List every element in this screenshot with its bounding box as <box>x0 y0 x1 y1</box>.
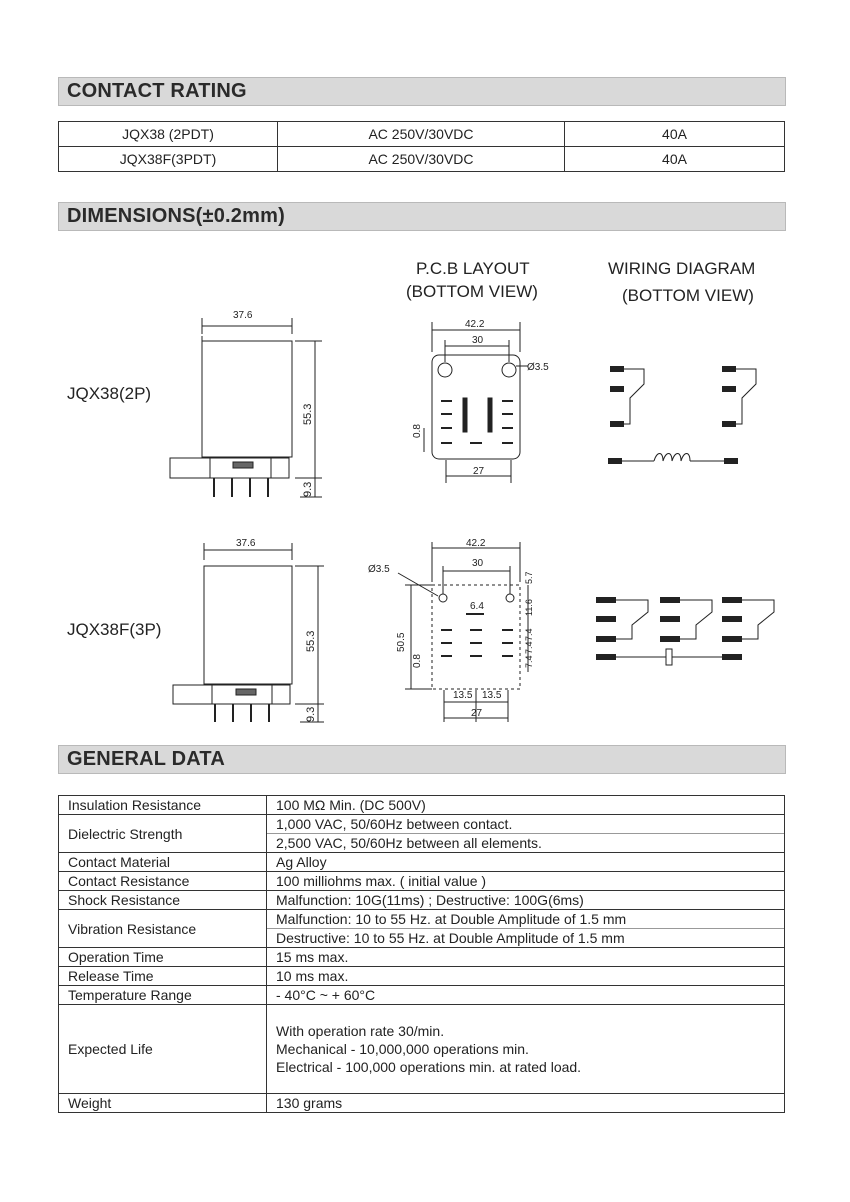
dim-pcb-width-2p: 42.2 <box>465 319 485 330</box>
row-label: Vibration Resistance <box>59 910 267 948</box>
dim-height-3p: 55.3 <box>305 630 317 652</box>
dim-pcb-7-4-b: 7.4 <box>524 641 534 654</box>
dim-pcb-50-5: 50.5 <box>396 632 407 652</box>
dim-pcb-width-3p: 42.2 <box>466 538 486 549</box>
dim-pcb-6-4: 6.4 <box>470 601 484 612</box>
current-cell: 40A <box>565 147 785 172</box>
row-label: Shock Resistance <box>59 891 267 910</box>
voltage-cell: AC 250V/30VDC <box>278 122 565 147</box>
row-label: Release Time <box>59 967 267 986</box>
row-value: 10 ms max. <box>267 967 785 986</box>
row-value: 100 milliohms max. ( initial value ) <box>267 872 785 891</box>
row-label: Dielectric Strength <box>59 815 267 853</box>
model-cell: JQX38F(3PDT) <box>59 147 278 172</box>
dim-pcb-13-5-left: 13.5 <box>453 690 473 701</box>
table-row <box>59 1005 785 1094</box>
wiring-bottom-view-heading: (BOTTOM VIEW) <box>622 286 754 305</box>
row-value: Destructive: 10 to 55 Hz. at Double Amplitude of 1.5 mm <box>276 930 625 946</box>
row-label: Operation Time <box>59 948 267 967</box>
row-value: 1,000 VAC, 50/60Hz between contact. <box>267 815 784 834</box>
row-label: Insulation Resistance <box>59 796 267 815</box>
dim-pad-3p: 0.8 <box>412 654 423 668</box>
section-title: GENERAL DATA <box>67 748 225 770</box>
row-label: Contact Material <box>59 853 267 872</box>
relay-3p-drawing <box>173 543 324 722</box>
table-row <box>59 796 785 815</box>
dim-pcb-30-3p: 30 <box>472 558 484 569</box>
dim-pin-3p: 9.3 <box>305 706 317 722</box>
pcb-bottom-view-heading: (BOTTOM VIEW) <box>406 282 538 301</box>
dim-width-3p: 37.6 <box>236 538 256 549</box>
voltage-cell: AC 250V/30VDC <box>278 147 565 172</box>
general-data-header <box>58 745 786 774</box>
dim-pcb-27-2p: 27 <box>473 466 485 477</box>
table-row <box>59 872 785 891</box>
dim-pad-2p: 0.8 <box>412 424 423 438</box>
row-label: Temperature Range <box>59 986 267 1005</box>
row-value: 2,500 VAC, 50/60Hz between all elements. <box>276 835 542 851</box>
wiring-2p-diagram <box>608 366 756 464</box>
table-row <box>59 853 785 872</box>
general-data-table <box>58 795 785 1113</box>
table-row <box>59 815 785 853</box>
table-row <box>59 910 785 948</box>
pcb-layout-heading: P.C.B LAYOUT <box>416 259 530 278</box>
wiring-diagram-heading: WIRING DIAGRAM <box>608 259 756 278</box>
table-row <box>59 967 785 986</box>
section-title: CONTACT RATING <box>67 80 247 102</box>
table-row <box>59 891 785 910</box>
table-row <box>59 1094 785 1113</box>
model-3p-label: JQX38F(3P) <box>67 620 162 639</box>
dim-pcb-13-5-right: 13.5 <box>482 690 502 701</box>
row-label: Expected Life <box>59 1005 267 1094</box>
dim-hole-2p: Ø3.5 <box>527 362 549 373</box>
dim-pcb-30-2p: 30 <box>472 335 484 346</box>
dim-pcb-11-6: 11.6 <box>524 599 534 616</box>
dim-pcb-27-3p: 27 <box>471 708 483 719</box>
current-cell: 40A <box>565 122 785 147</box>
row-value: Malfunction: 10G(11ms) ; Destructive: 100G(6ms) <box>267 891 785 910</box>
row-value: With operation rate 30/min. <box>276 1023 445 1039</box>
row-value: Mechanical - 10,000,000 operations min. <box>276 1041 529 1057</box>
dim-pin-2p: 9.3 <box>302 481 314 497</box>
dim-pcb-7-4-c: 7.4 <box>524 655 534 668</box>
row-value: Ag Alloy <box>267 853 785 872</box>
dim-pcb-5-7: 5.7 <box>524 571 534 584</box>
relay-2p-drawing <box>170 318 322 497</box>
row-value: Electrical - 100,000 operations min. at rated load. <box>276 1059 582 1075</box>
wiring-3p-diagram <box>596 597 774 665</box>
model-cell: JQX38 (2PDT) <box>59 122 278 147</box>
row-value: Malfunction: 10 to 55 Hz. at Double Amplitude of 1.5 mm <box>267 910 784 929</box>
row-value: 130 grams <box>267 1094 785 1113</box>
model-2p-label: JQX38(2P) <box>67 384 152 403</box>
section-title: DIMENSIONS(±0.2mm) <box>67 205 285 227</box>
row-label: Contact Resistance <box>59 872 267 891</box>
dim-pcb-7-4-a: 7.4 <box>524 628 534 641</box>
dim-hole-3p: Ø3.5 <box>368 564 390 575</box>
row-label: Weight <box>59 1094 267 1113</box>
table-row <box>59 986 785 1005</box>
row-value: - 40°C ~ + 60°C <box>267 986 785 1005</box>
pcb-2p-drawing <box>424 322 528 483</box>
row-value: 100 MΩ Min. (DC 500V) <box>267 796 785 815</box>
dim-height-2p: 55.3 <box>302 403 314 425</box>
table-row <box>59 948 785 967</box>
dim-width-2p: 37.6 <box>233 310 253 321</box>
row-value: 15 ms max. <box>267 948 785 967</box>
